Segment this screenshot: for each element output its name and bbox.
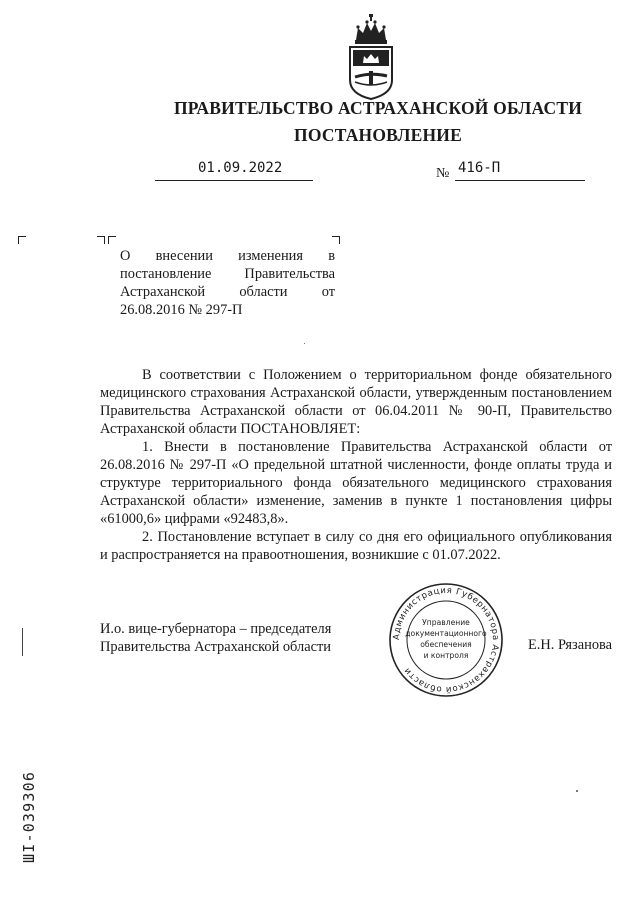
stamp-outer-text: Администрация Губернатора Астраханской области xyxy=(391,585,501,695)
margin-code-text: ШI-039306 xyxy=(20,770,38,863)
government-title: ПРАВИТЕЛЬСТВО АСТРАХАНСКОЙ ОБЛАСТИ xyxy=(173,98,583,118)
corner-mark xyxy=(108,236,116,244)
stamp-line-3: обеспечения xyxy=(420,640,472,649)
document-type-title: ПОСТАНОВЛЕНИЕ xyxy=(294,125,462,145)
item-1-paragraph: 1. Внести в постановление Правительства Астраханской области от 26.08.2016 № 297-П «О предельной штатной численности, фонде оплаты труда и структуре территориального фонда обязательного медицинского страхования Астраханской области» изменение, заменив в пункте 1 постановления цифры «61000,6» цифрами «92483,8». xyxy=(100,439,612,527)
stamp-line-1: Управление xyxy=(422,618,470,627)
corner-mark xyxy=(97,236,105,244)
scan-speck xyxy=(576,790,578,792)
coat-of-arms-icon xyxy=(346,14,396,100)
margin-line xyxy=(22,628,23,656)
document-body xyxy=(100,366,612,564)
item-2-paragraph: 2. Постановление вступает в силу со дня его официального опубликования и распространяется на правоотношения, возникшие с 01.07.2022. xyxy=(100,529,612,563)
document-number: 416-П xyxy=(458,160,501,176)
number-label: № xyxy=(436,166,450,181)
signer-name: Е.Н. Рязанова xyxy=(528,637,613,653)
stamp-line-4: и контроля xyxy=(423,651,469,660)
corner-mark xyxy=(18,236,26,244)
signer-position xyxy=(100,620,331,656)
stamp-line-2: документационного xyxy=(405,629,487,638)
document-date: 01.09.2022 xyxy=(198,160,283,176)
scan-speck xyxy=(304,343,305,344)
date-underline xyxy=(155,180,313,181)
margin-registration-code xyxy=(18,705,40,865)
signer-position-line-1: И.о. вице-губернатора – председателя xyxy=(100,621,332,637)
signer-position-line-2: Правительства Астраханской области xyxy=(100,639,331,655)
corner-mark xyxy=(332,236,340,244)
preamble-paragraph: В соответствии с Положением о территориальном фонде обязательного медицинского страхования Астраханской области, утвержденным постановлением Правительства Астраханской области от 06.04.2011 № 90-П, Правительство Астраханской области ПОСТАНОВЛЯЕТ: xyxy=(100,367,612,437)
official-stamp xyxy=(388,582,504,698)
document-subject: О внесении изменения в постановление Правительства Астраханской области от 26.08.2016 № 297-П xyxy=(120,248,335,318)
number-underline xyxy=(455,180,585,181)
